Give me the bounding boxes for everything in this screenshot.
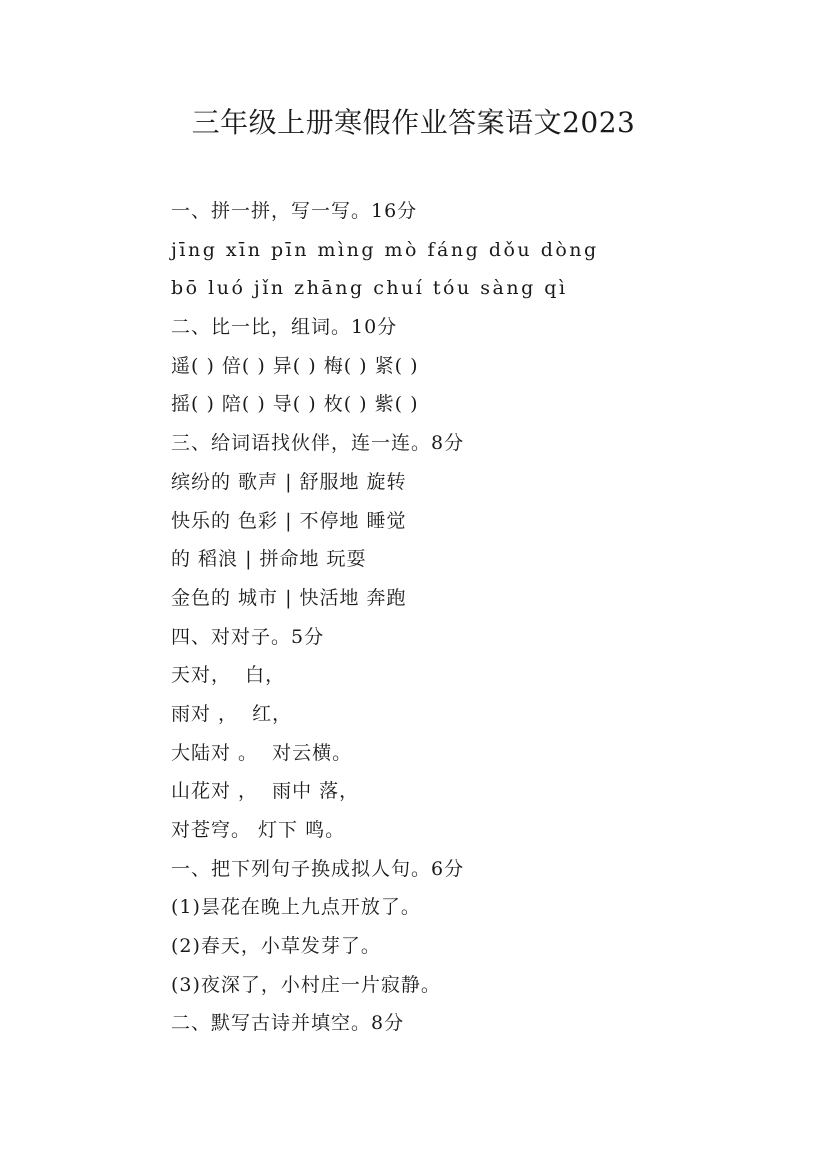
document-body [171,196,731,1047]
exercise-line: (1)昙花在晚上九点开放了。 [171,896,421,919]
section-heading: 一、把下列句子换成拟人句。6分 [171,857,465,880]
section-heading: 二、默写古诗并填空。8分 [171,1012,405,1035]
exercise-line: 遥( ) 倍( ) 异( ) 梅( ) 紧( ) [171,354,419,377]
exercise-line: 快乐的 色彩 | 不停地 睡觉 [171,509,407,532]
exercise-line: 雨对 ， 红， [171,702,293,725]
exercise-line: 金色的 城市 | 快活地 奔跑 [171,586,407,609]
exercise-line: 摇( ) 陪( ) 导( ) 枚( ) 紫( ) [171,393,419,416]
exercise-line: 天对， 白， [171,664,286,687]
exercise-line: (2)春天，小草发芽了。 [171,935,381,958]
pinyin-line: jīng xīn pīn mìng mò fáng dǒu dòng [171,238,599,261]
section-heading: 一、拼一拼，写一写。16分 [171,200,418,222]
exercise-line: 大陆对 。 对云横。 [171,741,353,764]
section-heading: 三、给词语找伙伴，连一连。8分 [171,432,465,455]
pinyin-line: bō luó jǐn zhāng chuí tóu sàng qì [171,277,568,300]
section-heading: 二、比一比，组词。10分 [171,316,398,339]
document-title: 三年级上册寒假作业答案语文2023 [191,106,636,139]
exercise-line: (3)夜深了，小村庄一片寂静。 [171,973,441,996]
exercise-line: 山花对 ， 雨中 落， [171,780,360,803]
section-heading: 四、对对子。5分 [171,625,325,648]
exercise-line: 对苍穹。 灯下 鸣。 [171,819,346,841]
exercise-line: 缤纷的 歌声 | 舒服地 旋转 [171,470,407,493]
exercise-line: 的 稻浪 | 拼命地 玩耍 [171,548,367,571]
